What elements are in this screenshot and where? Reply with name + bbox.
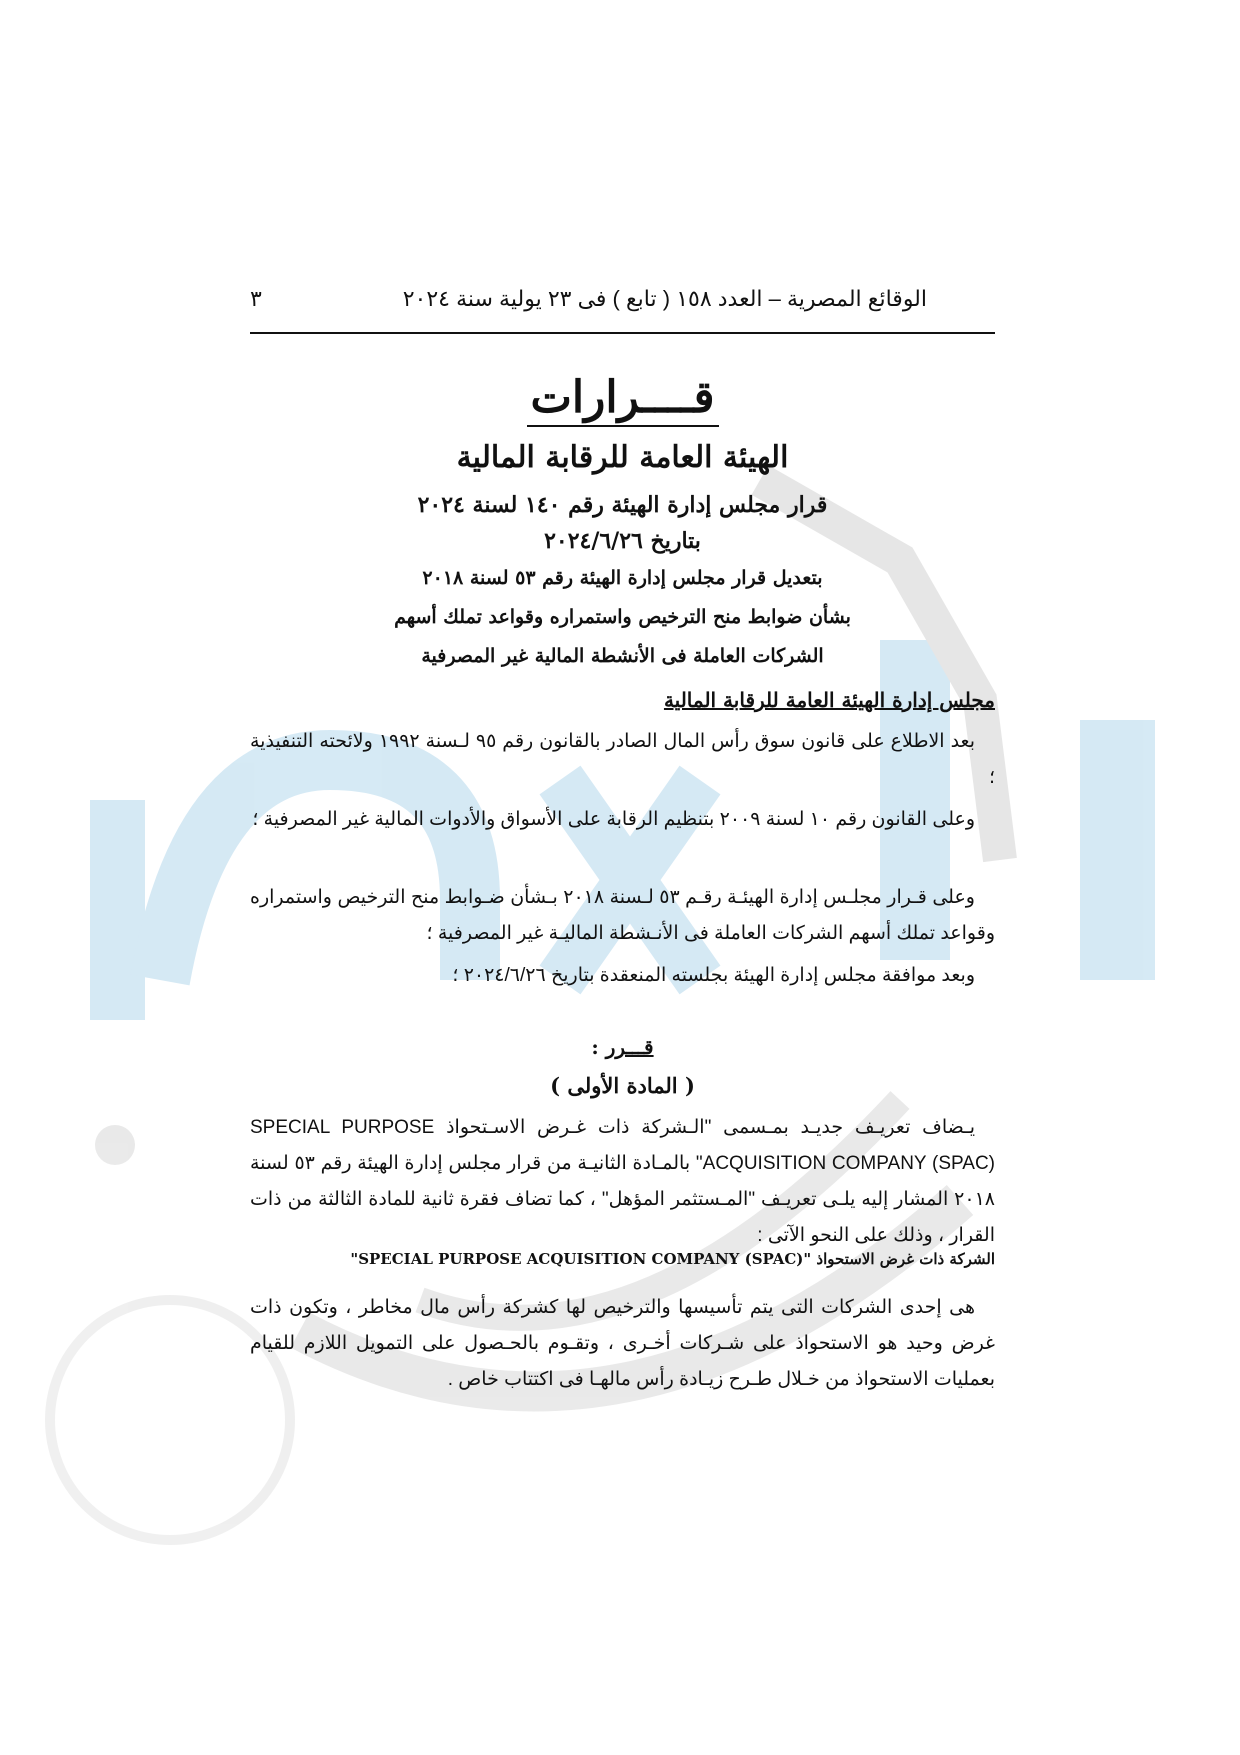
board-heading: مجلس إدارة الهيئة العامة للرقابة المالية <box>663 688 995 712</box>
decision-date: بتاريخ ٢٠٢٤/٦/٢٦ <box>544 528 701 554</box>
decision-title: قرار مجلس إدارة الهيئة رقم ١٤٠ لسنة ٢٠٢٤ <box>417 492 828 518</box>
article-title: ( المادة الأولى ) <box>550 1073 695 1098</box>
decreed-colon: : <box>591 1035 599 1059</box>
preamble-paragraph: وعلى قـرار مجلـس إدارة الهيئـة رقـم ٥٣ لـسنة ٢٠١٨ بـشأن ضـوابط منح الترخيص واستمراره وقواعد تملك أسهم الشركات العاملة فى الأنـشطة الماليـة غير المصرفية ؛ <box>250 887 995 944</box>
page-number: ٣ <box>250 286 262 311</box>
article-paragraph: يـضاف تعريـف جديـد بمـسمى "الـشركة ذات غـرض الاسـتحواذ SPECIAL PURPOSE ACQUISITION COMPANY (SPAC)" بالمـادة الثانيـة من قرار مجلس إدارة الهيئة رقم ٥٣ لسنة ٢٠١٨ المشار إليه يلـى تعريـف "المـستثمر المؤهل" ، كما تضاف فقرة ثانية للمادة الثالثة من ذات القرار ، وذلك على النحو الآتى : <box>250 1117 995 1246</box>
preamble-paragraph: وبعد موافقة مجلس إدارة الهيئة بجلسته المنعقدة بتاريخ ٢٠٢٤/٦/٢٦ ؛ <box>452 965 975 986</box>
authority-name: الهيئة العامة للرقابة المالية <box>456 440 789 475</box>
decreed-heading <box>250 1035 995 1059</box>
decision-subject-line: الشركات العاملة فى الأنشطة المالية غير المصرفية <box>421 645 824 667</box>
preamble-paragraph: بعد الاطلاع على قانون سوق رأس المال الصادر بالقانون رقم ٩٥ لـسنة ١٩٩٢ ولائحته التنفيذية ؛ <box>250 731 995 788</box>
section-title: قــــرارات <box>250 372 995 423</box>
definition-paragraph: هى إحدى الشركات التى يتم تأسيسها والترخيص لها كشركة رأس مال مخاطر ، وتكون ذات غرض وحيد هو الاستحواذ على شـركات أخـرى ، وتقـوم بالحـصول على التمويل اللازم للقيام بعمليات الاستحواذ من خـلال طـرح زيـادة رأس مالهـا فى اكتتاب خاص . <box>250 1297 995 1390</box>
decreed-word: قـــرر <box>605 1035 654 1059</box>
definition-heading: الشركة ذات غرض الاستحواذ "SPECIAL PURPOSE ACQUISITION COMPANY (SPAC)" <box>350 1250 995 1268</box>
gazette-header-title: الوقائع المصرية – العدد ١٥٨ ( تابع ) فى ٢٣ يولية سنة ٢٠٢٤ <box>402 286 927 311</box>
decision-subject-line: بتعديل قرار مجلس إدارة الهيئة رقم ٥٣ لسنة ٢٠١٨ <box>422 567 823 589</box>
decision-subject-line: بشأن ضوابط منح الترخيص واستمراره وقواعد تملك أسهم <box>394 606 851 628</box>
page-header <box>250 282 995 334</box>
preamble-paragraph: وعلى القانون رقم ١٠ لسنة ٢٠٠٩ بتنظيم الرقابة على الأسواق والأدوات المالية غير المصرفية ؛ <box>252 809 975 830</box>
